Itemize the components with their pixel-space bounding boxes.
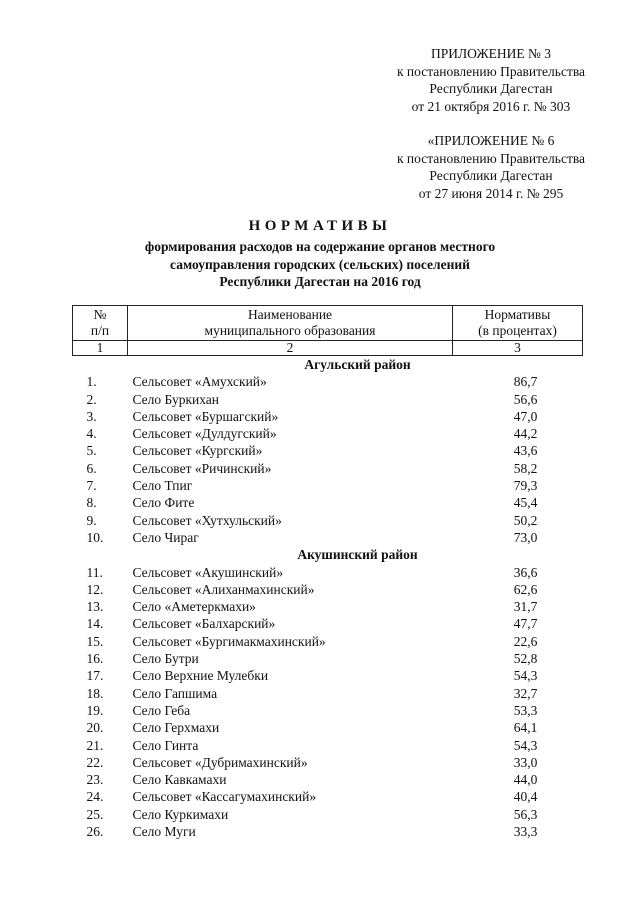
norm-value: 53,3 xyxy=(513,702,538,718)
table-row xyxy=(73,391,583,408)
header-num-line: № xyxy=(93,307,107,322)
settlement-name: Сельсовет «Хутхульский» xyxy=(132,512,282,528)
norm-value: 45,4 xyxy=(513,495,538,511)
row-number: 10. xyxy=(86,529,104,545)
row-number: 12. xyxy=(86,581,104,597)
norm-value: 44,2 xyxy=(513,426,538,442)
settlement-name: Сельсовет «Балхарский» xyxy=(132,616,276,632)
table-row xyxy=(73,512,583,529)
appendix-line: от 21 октября 2016 г. № 303 xyxy=(411,98,571,114)
norm-value: 33,3 xyxy=(513,824,538,840)
norm-value: 54,3 xyxy=(513,737,538,753)
settlement-name: Село Кавкамахи xyxy=(132,772,227,788)
table-row xyxy=(73,615,583,632)
settlement-name: Село Буркихан xyxy=(132,391,220,407)
header-name-line: Наименование xyxy=(247,307,333,322)
row-number: 20. xyxy=(86,720,104,736)
norm-value: 22,6 xyxy=(513,633,538,649)
norm-value: 86,7 xyxy=(513,374,538,390)
district-name: Акушинский район xyxy=(297,547,418,563)
row-number: 15. xyxy=(86,633,104,649)
subtitle-line: формирования расходов на содержание органов местного xyxy=(144,239,496,254)
norm-value: 52,8 xyxy=(513,651,538,667)
appendix-line: к постановлению Правительства xyxy=(396,150,586,166)
row-number: 4. xyxy=(86,426,97,442)
norm-value: 31,7 xyxy=(513,599,538,615)
norm-value: 62,6 xyxy=(513,581,538,597)
table-row xyxy=(73,494,583,511)
district-row xyxy=(73,356,583,374)
norm-value: 44,0 xyxy=(513,772,538,788)
row-number: 3. xyxy=(86,408,97,424)
settlement-name: Село Герхмахи xyxy=(132,720,220,736)
norm-value: 47,0 xyxy=(513,408,538,424)
norm-value: 54,3 xyxy=(513,668,538,684)
table-row xyxy=(73,650,583,667)
table-row xyxy=(73,460,583,477)
header-norm xyxy=(453,306,583,341)
row-number: 22. xyxy=(86,754,104,770)
settlement-name: Село Бутри xyxy=(132,651,199,667)
norms-table xyxy=(72,305,583,840)
header-num xyxy=(73,306,128,341)
settlement-name: Село Верхние Мулебки xyxy=(132,668,269,684)
table-body xyxy=(73,356,583,841)
row-number: 6. xyxy=(86,460,97,476)
row-number: 8. xyxy=(86,495,97,511)
settlement-name: Сельсовет «Амухский» xyxy=(132,374,267,390)
header-name-line: муниципального образования xyxy=(204,323,376,338)
column-number: 1 xyxy=(73,341,128,356)
settlement-name: Село Муги xyxy=(132,824,196,840)
norm-value: 73,0 xyxy=(513,529,538,545)
table-row xyxy=(73,564,583,581)
settlement-name: Село Тпиг xyxy=(132,478,193,494)
norm-value: 56,6 xyxy=(513,391,538,407)
appendix-line: Республики Дагестан xyxy=(429,81,553,96)
header-norm-line: (в процентах) xyxy=(478,323,557,338)
table-row xyxy=(73,425,583,442)
settlement-name: Село Геба xyxy=(132,702,191,718)
settlement-name: Сельсовет «Кургский» xyxy=(132,443,263,459)
table-row xyxy=(73,685,583,702)
norm-value: 58,2 xyxy=(513,460,538,476)
norm-value: 32,7 xyxy=(513,685,538,701)
table-row xyxy=(73,477,583,494)
table-row xyxy=(73,442,583,459)
settlement-name: Сельсовет «Акушинский» xyxy=(132,564,284,580)
table-row xyxy=(73,737,583,754)
settlement-name: Сельсовет «Кассагумахинский» xyxy=(132,789,317,805)
row-number: 26. xyxy=(86,824,104,840)
document-subtitle xyxy=(0,238,640,291)
column-number: 3 xyxy=(453,341,583,356)
row-number: 9. xyxy=(86,512,97,528)
appendix-line: ПРИЛОЖЕНИЕ № 3 xyxy=(430,46,552,61)
row-number: 17. xyxy=(86,668,104,684)
norm-value: 36,6 xyxy=(513,564,538,580)
norm-value: 33,0 xyxy=(513,754,538,770)
row-number: 13. xyxy=(86,599,104,615)
district-row xyxy=(73,546,583,563)
header-name xyxy=(128,306,453,341)
norm-value: 47,7 xyxy=(513,616,538,632)
settlement-name: Сельсовет «Дулдугский» xyxy=(132,426,277,442)
table-row xyxy=(73,719,583,736)
district-name: Агульский район xyxy=(304,357,411,372)
document-title: НОРМАТИВЫ xyxy=(248,218,392,234)
norm-value: 79,3 xyxy=(513,478,538,494)
table-row xyxy=(73,529,583,546)
table-header-row xyxy=(73,306,583,341)
appendix-3-header xyxy=(376,45,606,115)
settlement-name: Село Чираг xyxy=(132,529,199,545)
norm-value: 50,2 xyxy=(513,512,538,528)
row-number: 19. xyxy=(86,702,104,718)
appendix-line: от 27 июня 2014 г. № 295 xyxy=(418,185,564,201)
table-row xyxy=(73,581,583,598)
settlement-name: Село Гинта xyxy=(132,737,199,753)
row-number: 23. xyxy=(86,772,104,788)
subtitle-line: самоуправления городских (сельских) поселений xyxy=(170,256,470,272)
appendix-6-header xyxy=(376,132,606,202)
row-number: 7. xyxy=(86,478,97,494)
settlement-name: Сельсовет «Ричинский» xyxy=(132,460,272,476)
norm-value: 56,3 xyxy=(513,806,538,822)
settlement-name: Село Фите xyxy=(132,495,195,511)
norm-value: 43,6 xyxy=(513,443,538,459)
table-row xyxy=(73,633,583,650)
settlement-name: Сельсовет «Алиханмахинский» xyxy=(132,581,315,597)
appendix-line: «ПРИЛОЖЕНИЕ № 6 xyxy=(427,133,555,148)
row-number: 25. xyxy=(86,806,104,822)
table-row xyxy=(73,806,583,823)
norm-value: 40,4 xyxy=(513,789,538,805)
row-number: 14. xyxy=(86,616,104,632)
table-row xyxy=(73,408,583,425)
table-row xyxy=(73,598,583,615)
table-row xyxy=(73,754,583,771)
norm-value: 64,1 xyxy=(513,720,538,736)
row-number: 1. xyxy=(86,374,97,390)
subtitle-line: Республики Дагестан на 2016 год xyxy=(219,274,421,289)
header-norm-line: Нормативы xyxy=(484,307,551,322)
appendix-line: к постановлению Правительства xyxy=(396,63,586,79)
settlement-name: Село Куркимахи xyxy=(132,806,229,822)
column-number-row xyxy=(73,341,583,356)
settlement-name: Село «Аметеркмахи» xyxy=(132,599,256,615)
row-number: 16. xyxy=(86,651,104,667)
table-row xyxy=(73,771,583,788)
column-number: 2 xyxy=(128,341,453,356)
table-row xyxy=(73,788,583,805)
header-num-line: п/п xyxy=(90,323,110,338)
row-number: 2. xyxy=(86,391,97,407)
settlement-name: Сельсовет «Буршагский» xyxy=(132,408,279,424)
settlement-name: Сельсовет «Бургимакмахинский» xyxy=(132,633,326,649)
appendix-line: Республики Дагестан xyxy=(429,168,553,183)
settlement-name: Сельсовет «Дубримахинский» xyxy=(132,754,308,770)
row-number: 5. xyxy=(86,443,97,459)
table-row xyxy=(73,667,583,684)
row-number: 11. xyxy=(86,564,103,580)
row-number: 24. xyxy=(86,789,104,805)
row-number: 18. xyxy=(86,685,104,701)
table-row xyxy=(73,823,583,840)
table-row xyxy=(73,373,583,390)
settlement-name: Село Гапшима xyxy=(132,685,218,701)
row-number: 21. xyxy=(86,737,104,753)
table-row xyxy=(73,702,583,719)
